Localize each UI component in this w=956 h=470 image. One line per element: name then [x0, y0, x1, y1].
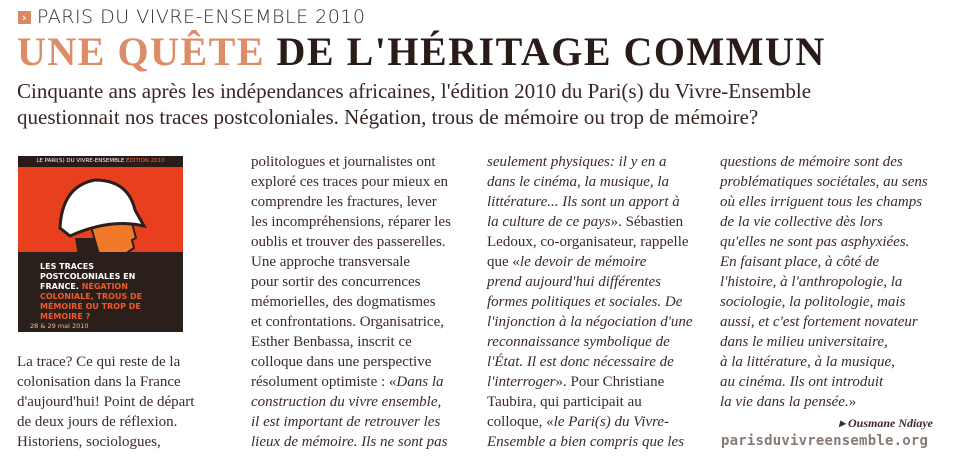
text-line [251, 312, 479, 332]
text-line [487, 272, 715, 292]
text-segment: les incompréhensions, réparer les [251, 214, 451, 230]
text-line [487, 372, 715, 392]
poster-dates: 28 & 29 mai 2010 [30, 322, 89, 330]
text-line [487, 392, 715, 412]
text-line [487, 212, 715, 232]
lede-line: Cinquante ans après les indépendances africaines, l'édition 2010 du Pari(s) du Vivre-Ensemble [17, 79, 812, 103]
poster-edition: ÉDITION 2010 [126, 158, 165, 164]
text-segment: Esther Benbassa, inscrit ce [251, 334, 412, 350]
text-column-3 [487, 152, 715, 452]
text-segment: ». Sébastien [610, 214, 684, 230]
italic-quote-segment: qu'elles ne sont pas asphyxiées. [720, 234, 910, 250]
text-column-2 [251, 152, 479, 452]
author-name: Ousmane Ndiaye [848, 416, 933, 430]
text-line [251, 432, 479, 452]
text-line [487, 232, 715, 252]
text-segment: de deux jours de réflexion. [17, 414, 178, 430]
text-line [251, 352, 479, 372]
italic-quote-segment: Ensemble a bien compris que les [487, 434, 685, 450]
lede-line: questionnait nos traces postcoloniales. Négation, trous de mémoire ou trop de mémoire? [17, 105, 759, 129]
text-line [251, 272, 479, 292]
italic-quote-segment: prend aujourd'hui différentes [487, 274, 662, 290]
italic-quote-segment: dans le milieu universitaire, [720, 334, 888, 350]
italic-quote-segment: il est important de retrouver les [251, 414, 441, 430]
text-line [487, 412, 715, 432]
text-line [17, 352, 227, 372]
text-line [251, 412, 479, 432]
text-segment: ». Pour Christiane [555, 374, 665, 390]
text-segment: colonisation dans la France [17, 374, 181, 390]
italic-quote-segment: sociologie, la politologie, mais [720, 294, 906, 310]
italic-quote-segment: aussi, et c'est fortement novateur [720, 314, 918, 330]
italic-quote-segment: l'interroger [487, 374, 556, 390]
text-line [251, 192, 479, 212]
text-line [720, 152, 948, 172]
text-segment: Ledoux, co-organisateur, rappelle [487, 234, 689, 250]
poster-header-text: LE PARI(S) DU VIVRE-ENSEMBLE [36, 158, 125, 164]
text-line [487, 152, 715, 172]
text-line [720, 352, 948, 372]
text-line [251, 392, 479, 412]
poster-header [18, 156, 183, 167]
text-line [251, 332, 479, 352]
text-segment: » [848, 394, 857, 410]
text-segment: politologues et journalistes ont [251, 154, 436, 170]
text-line [720, 252, 948, 272]
text-line [251, 212, 479, 232]
text-line [251, 292, 479, 312]
title-part-1: UNE QUÊTE [17, 29, 265, 74]
italic-quote-segment: formes politiques et sociales. De [487, 294, 683, 310]
text-line [487, 252, 715, 272]
text-line [720, 292, 948, 312]
italic-quote-segment: En faisant place, à côté de [720, 254, 880, 270]
text-segment: La trace? Ce qui reste de la [17, 354, 181, 370]
text-line [720, 372, 948, 392]
text-segment: Historiens, sociologues, [17, 434, 161, 450]
triangle-right-icon: ▸ [838, 416, 848, 430]
text-line [251, 172, 479, 192]
italic-quote-segment: au cinéma. Ils ont introduit [720, 374, 884, 390]
italic-quote-segment: à la littérature, à la musique, [720, 354, 895, 370]
italic-quote-segment: seulement physiques: il y en a [487, 154, 667, 170]
text-line [487, 292, 715, 312]
article-lede [17, 78, 952, 130]
text-line [720, 232, 948, 252]
text-segment: Taubira, qui participait au [487, 394, 642, 410]
italic-quote-segment: Dans la [396, 374, 444, 390]
italic-quote-segment: de la vie collective dès lors [720, 214, 883, 230]
section-kicker [18, 6, 365, 28]
event-poster-image [18, 156, 183, 332]
italic-quote-segment: le Pari(s) du Vivre- [553, 414, 670, 430]
text-line [17, 372, 227, 392]
text-line [720, 392, 948, 412]
italic-quote-segment: l'État. Il est donc nécessaire de [487, 354, 674, 370]
text-line [720, 192, 948, 212]
italic-quote-segment: questions de mémoire sont des [720, 154, 903, 170]
text-segment: oublis et trouver des passerelles. [251, 234, 446, 250]
italic-quote-segment: construction du vivre ensemble, [251, 394, 442, 410]
text-line [251, 232, 479, 252]
text-line [720, 172, 948, 192]
text-line [17, 412, 227, 432]
italic-quote-segment: reconnaissance symbolique de [487, 334, 670, 350]
title-part-2: DE L'HÉRITAGE COMMUN [276, 29, 826, 74]
text-segment: colloque dans une perspective [251, 354, 432, 370]
italic-quote-segment: où elles irriguent tous les champs [720, 194, 923, 210]
article-title [17, 28, 826, 75]
text-line [251, 252, 479, 272]
text-line [487, 192, 715, 212]
author-byline [839, 416, 933, 431]
italic-quote-segment: le devoir de mémoire [519, 254, 647, 270]
text-line [487, 352, 715, 372]
text-column-4 [720, 152, 948, 412]
text-line [720, 212, 948, 232]
italic-quote-segment: dans le cinéma, la musique, la [487, 174, 670, 190]
text-segment: mémorielles, des dogmatismes [251, 294, 436, 310]
chevron-right-icon: › [18, 11, 31, 24]
text-line [17, 392, 227, 412]
text-line [251, 152, 479, 172]
italic-quote-segment: l'injonction à la négociation d'une [487, 314, 693, 330]
text-line [17, 432, 227, 452]
poster-title-white: LES TRACES POSTCOLONIALES EN FRANCE. [40, 262, 136, 291]
text-line [251, 372, 479, 392]
italic-quote-segment: littérature... Ils sont un apport à [487, 194, 680, 210]
website-link[interactable]: parisduvivreensemble.org [721, 433, 929, 449]
text-segment: pour sortir des concurrences [251, 274, 421, 290]
text-segment: colloque, « [487, 414, 554, 430]
text-line [487, 312, 715, 332]
text-segment: et confrontations. Organisatrice, [251, 314, 444, 330]
kicker-text: PARIS DU VIVRE-ENSEMBLE 2010 [37, 6, 366, 28]
italic-quote-segment: la vie dans la pensée. [720, 394, 849, 410]
text-segment: d'aujourd'hui! Point de départ [17, 394, 195, 410]
text-segment: comprendre les fractures, lever [251, 194, 437, 210]
italic-quote-segment: problématiques sociétales, au sens [720, 174, 928, 190]
italic-quote-segment: l'histoire, à l'anthropologie, la [720, 274, 903, 290]
poster-title [40, 262, 175, 322]
text-line [720, 272, 948, 292]
italic-quote-segment: lieux de mémoire. Ils ne sont pas [251, 434, 448, 450]
text-line [720, 312, 948, 332]
text-line [487, 432, 715, 452]
text-segment: résolument optimiste : « [251, 374, 397, 390]
text-segment: Une approche transversale [251, 254, 411, 270]
text-column-1 [17, 352, 227, 452]
text-segment: que « [487, 254, 520, 270]
italic-quote-segment: la culture de ce pays [487, 214, 611, 230]
text-line [487, 172, 715, 192]
text-line [720, 332, 948, 352]
text-segment: exploré ces traces pour mieux en [251, 174, 448, 190]
text-line [487, 332, 715, 352]
poster-title-red: NÉGATION COLONIALE, TROUS DE MÉMOIRE OU TROP DE MÉMOIRE ? [40, 282, 143, 321]
